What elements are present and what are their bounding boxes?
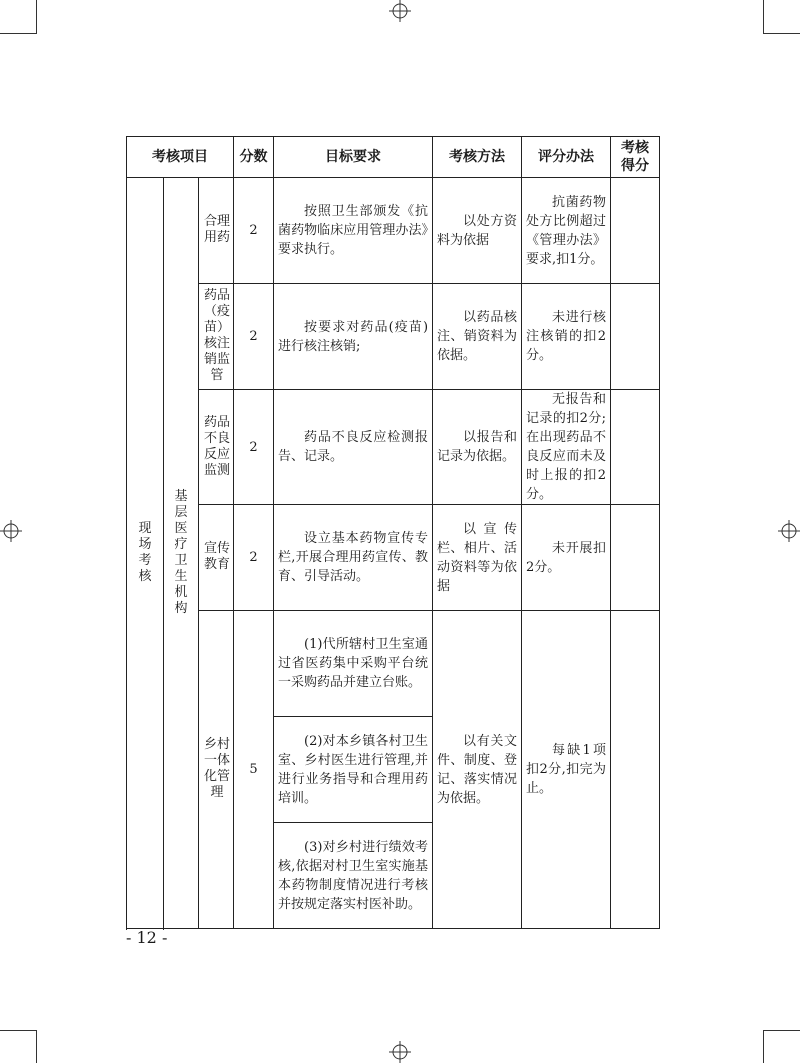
method-cell: 以宣传栏、相片、活动资料等为依据 [433,505,522,611]
item-cell: 药品不良反应监测 [199,390,234,505]
page-number: - 12 - [126,928,168,947]
header-result: 考核得分 [611,137,660,178]
requirement-cell: (3)对乡村进行绩效考核,依据对村卫生室实施基本药物制度情况进行考核并按规定落实村医补助。 [274,823,433,929]
result-cell [611,611,660,929]
requirement-cell: 药品不良反应检测报告、记录。 [274,390,433,505]
crop-mark [764,33,800,34]
crop-mark [36,0,37,34]
requirement-cell: (1)代所辖村卫生室通过省医药集中采购平台统一采购药品并建立台账。 [274,611,433,717]
result-cell [611,505,660,611]
registration-mark-icon [389,0,411,22]
category-cell: 现场考核 [127,178,164,929]
score-cell: 2 [234,390,274,505]
table-row [127,178,660,284]
method-cell: 以有关文件、制度、登记、落实情况为依据。 [433,611,522,929]
scoring-cell: 未开展扣2分。 [522,505,611,611]
scoring-cell: 抗菌药物处方比例超过《管理办法》要求,扣1分。 [522,178,611,284]
assessment-table [126,136,660,929]
result-cell [611,178,660,284]
requirement-cell: 按照卫生部颁发《抗菌药物临床应用管理办法》要求执行。 [274,178,433,284]
result-cell [611,390,660,505]
score-cell: 2 [234,505,274,611]
crop-mark [36,1030,37,1063]
requirement-cell: 按要求对药品(疫苗)进行核注核销; [274,284,433,390]
score-cell: 5 [234,611,274,929]
header-item: 考核项目 [127,137,234,178]
header-scoring: 评分办法 [522,137,611,178]
table-row [127,505,660,611]
item-cell: 乡村一体化管理 [199,611,234,929]
method-cell: 以药品核注、销资料为依据。 [433,284,522,390]
score-cell: 2 [234,178,274,284]
header-method: 考核方法 [433,137,522,178]
crop-mark [0,33,36,34]
method-cell: 以处方资料为依据 [433,178,522,284]
score-cell: 2 [234,284,274,390]
table-row [127,611,660,717]
crop-mark [764,1030,800,1031]
item-cell: 合理用药 [199,178,234,284]
registration-mark-icon [0,520,22,542]
crop-mark [0,1030,36,1031]
item-cell: 药品（疫苗）核注销监管 [199,284,234,390]
table-row [127,284,660,390]
table-row [127,390,660,505]
scoring-cell: 每缺1项扣2分,扣完为止。 [522,611,611,929]
result-cell [611,284,660,390]
registration-mark-icon [389,1041,411,1063]
header-score: 分数 [234,137,274,178]
header-requirement: 目标要求 [274,137,433,178]
item-cell: 宣传教育 [199,505,234,611]
method-cell: 以报告和记录为依据。 [433,390,522,505]
crop-mark [763,0,764,34]
requirement-cell: 设立基本药物宣传专栏,开展合理用药宣传、教育、引导活动。 [274,505,433,611]
requirement-cell: (2)对本乡镇各村卫生室、乡村医生进行管理,并进行业务指导和合理用药培训。 [274,717,433,823]
registration-mark-icon [778,520,800,542]
scoring-cell: 未进行核注核销的扣2分。 [522,284,611,390]
crop-mark [763,1030,764,1063]
scoring-cell: 无报告和记录的扣2分;在出现药品不良反应而未及时上报的扣2分。 [522,390,611,505]
subcategory-cell: 基层医疗卫生机构 [164,178,199,929]
table-header-row [127,137,660,178]
